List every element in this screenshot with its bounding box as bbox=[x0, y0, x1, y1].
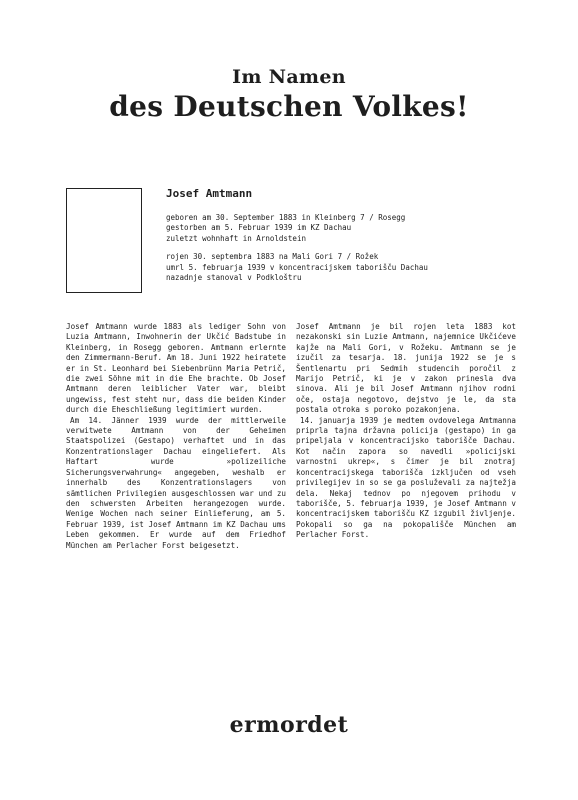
bio-slovene-died: umrl 5. februarja 1939 v koncentracijskem taborišču Dachau bbox=[166, 262, 428, 272]
bio-german bbox=[166, 213, 516, 244]
bio-slovene-residence: nazadnje stanoval v Podkloštru bbox=[166, 273, 302, 283]
bio-german-residence: zuletzt wohnhaft in Arnoldstein bbox=[166, 233, 306, 243]
bio-slovene-born: rojen 30. septembra 1883 na Mali Gori 7 / Rožek bbox=[166, 252, 379, 262]
german-text-column bbox=[66, 322, 286, 551]
bio-section bbox=[166, 187, 516, 291]
photo-placeholder-frame bbox=[66, 188, 142, 293]
german-paragraph-2: Am 14. Jänner 1939 wurde der mittlerweile verwitwete Amtmann von der Geheimen Staatspolizei (Gestapo) verhaftet und in das Konzentrationslager Dachau eingeliefert. Als Haftart wurde »polizeiliche Sicherungsverwahrung« angegeben, weshalb er innerhalb des Konzentrationslagers von sämtlichen Privilegien ausgeschlossen war und zu den schwersten Arbeiten herangezogen wurde. Wenige Wochen nach seiner Einlieferung, am 5. Februar 1939, ist Josef Amtmann im KZ Dachau ums Leben gekommen. Er wurde auf dem Friedhof München am Perlacher Forst beigesetzt. bbox=[66, 415, 286, 550]
bio-german-born: geboren am 30. September 1883 in Kleinberg 7 / Rosegg bbox=[166, 213, 406, 222]
footer-murdered-word: ermordet bbox=[229, 712, 349, 738]
german-paragraph-1: Josef Amtmann wurde 1883 als lediger Sohn von Luzia Amtmann, Inwohnerin der Ukčić Badstube in Kleinberg, in Rosegg geboren. Amtmann erlernte den Zimmermann-Beruf. Am 18. Juni 1922 heiratete er in St. Leonhard bei Siebenbrünn Maria Petrič, die zwei Söhne mit in die Ehe brachte. Ob Josef Amtmann deren leiblicher Vater war, bleibt ungewiss, fest steht nur, dass die beiden Kinder durch die Eheschließung legitimiert wurden. bbox=[66, 322, 286, 415]
bio-german-died: gestorben am 5. Februar 1939 im KZ Dachau bbox=[166, 223, 352, 233]
slovene-text-column bbox=[296, 322, 516, 541]
person-name: Josef Amtmann bbox=[166, 187, 253, 200]
header-title-line1: Im Namen bbox=[232, 66, 346, 88]
slovene-paragraph-1: Josef Amtmann je bil rojen leta 1883 kot nezakonski sin Luzie Amtmann, najemnice Ukčićeve kajže na Mali Gori, v Rožeku. Amtmann se je izučil za tesarja. 18. junija 1922 se je s Šentlenartu pri Sedmih studencih poročil z Marijo Petrič, ki je v zakon prinesla dva sinova. Ali je bil Josef Amtmann njihov rodni oče, ostaja negotovo, dejstvo je le, da sta postala otroka s poroko pozakonjena. bbox=[296, 322, 516, 415]
slovene-paragraph-2: 14. januarja 1939 je medtem ovdovelega Amtmanna priprla tajna državna policija (gestapo) in ga pripeljala v koncentracijsko taborišče Dachau. Kot način zapora so navedli »policijski varnostni ukrep«, s čimer je bil znotraj koncentracijskega taborišča izključen od vseh privilegijev in so se ga posluževali za najtežja dela. Nekaj tednov po njegovem prihodu v taborišče, 5. februarja 1939, je Josef Amtmann v koncentracijskem taborišču KZ izgubil življenje. Pokopali so ga na pokopališče München am Perlacher Forst. bbox=[296, 415, 516, 540]
header-title-line2: des Deutschen Volkes! bbox=[109, 90, 469, 123]
bio-slovene bbox=[166, 252, 516, 283]
